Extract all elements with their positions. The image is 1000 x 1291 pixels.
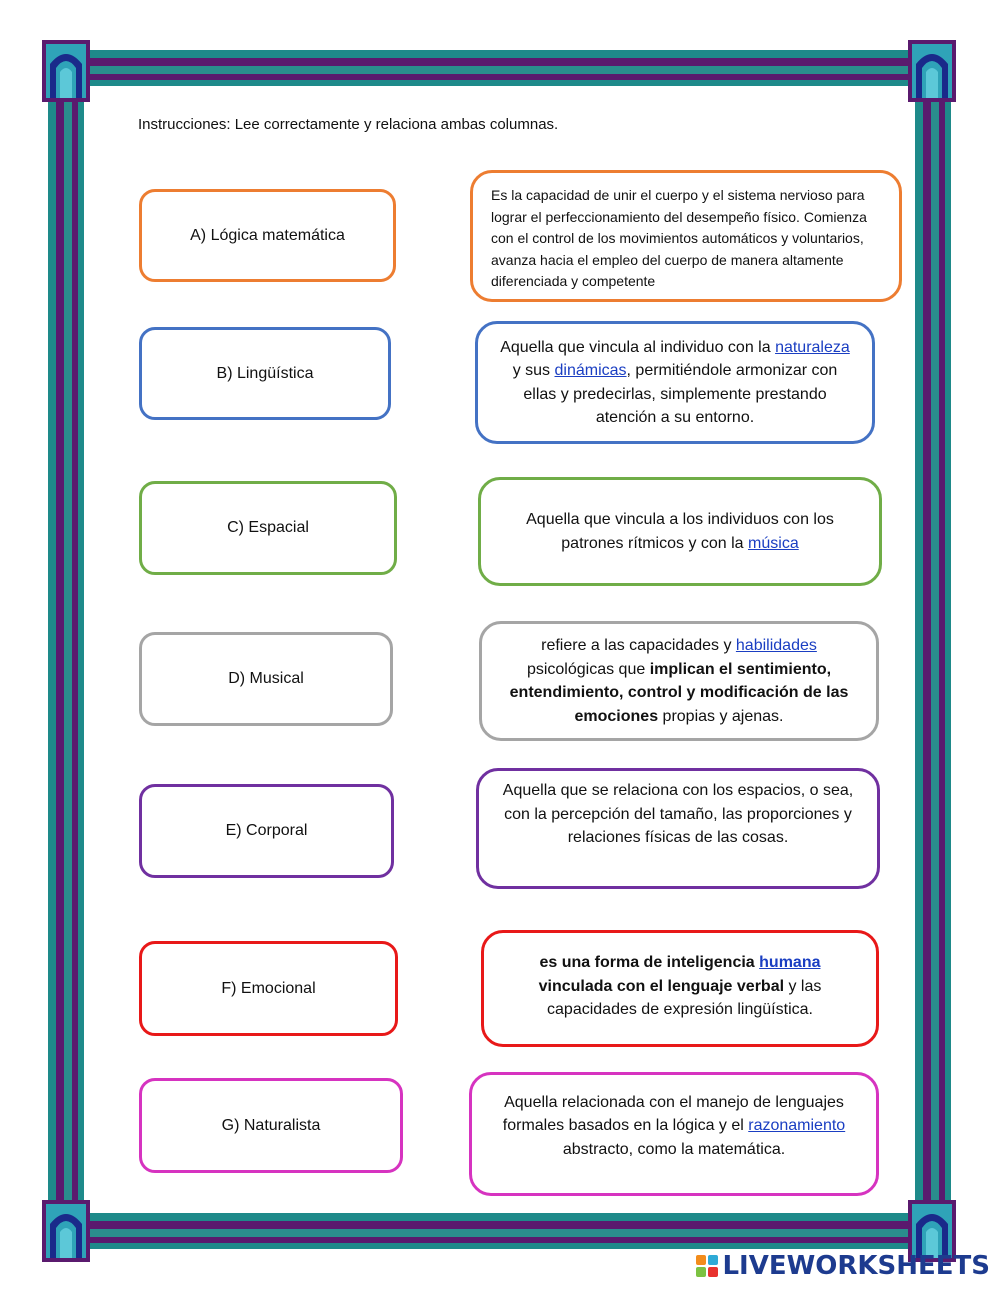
brand-name: LIVEWORKSHEETS: [722, 1251, 990, 1281]
bold-segment: vinculada con el lenguaje verbal: [538, 977, 785, 995]
frame-right-bar: [915, 60, 951, 1231]
right-item-5[interactable]: [476, 768, 880, 889]
right-item-6[interactable]: [481, 930, 879, 1047]
left-item-label: G) Naturalista: [221, 1116, 321, 1134]
left-item-b[interactable]: [139, 327, 391, 420]
link-naturaleza[interactable]: naturaleza: [775, 338, 850, 356]
text-segment: abstracto, como la matemática.: [562, 1140, 786, 1158]
text-segment: y las capacidades de expresión lingüística.: [547, 977, 822, 1019]
text-segment: Es la capacidad de unir el cuerpo y el sistema nervioso para lograr el perfeccionamiento del desempeño físico. Comienza con el control de los movimientos automáticos y voluntarios, avanza hacia el empleo del cuerpo de manera altamente diferenciada y competente: [491, 187, 867, 289]
brand-logo[interactable]: [696, 1251, 990, 1281]
liveworksheets-logo-icon: [696, 1255, 718, 1277]
text-segment: Aquella relacionada con el manejo de lenguajes formales basados en la lógica y el: [502, 1093, 844, 1135]
link-musica[interactable]: música: [748, 534, 799, 552]
frame-top-bar: [60, 50, 940, 86]
right-item-3[interactable]: [478, 477, 882, 586]
left-item-label: D) Musical: [228, 670, 304, 687]
left-item-label: A) Lógica matemática: [190, 226, 345, 244]
bold-segment: implican el sentimiento, entendimiento, control y modificación de las emociones: [509, 660, 849, 725]
right-item-text: [502, 951, 858, 1022]
right-item-1[interactable]: [470, 170, 902, 302]
link-habilidades[interactable]: habilidades: [735, 637, 817, 654]
right-item-4[interactable]: [479, 621, 879, 741]
right-item-text: [499, 508, 861, 555]
frame-bottom-bar: [60, 1213, 940, 1249]
left-item-label: F) Emocional: [221, 979, 316, 997]
left-item-e[interactable]: [139, 784, 394, 878]
left-item-f[interactable]: [139, 941, 398, 1036]
left-item-label: E) Corporal: [225, 822, 308, 839]
right-item-text: [490, 1091, 858, 1162]
left-item-label: B) Lingüística: [216, 364, 314, 382]
text-segment: Aquella que se relaciona con los espacios, o sea, con la percepción del tamaño, las proporciones y relaciones físicas de las cosas.: [502, 782, 854, 847]
text-segment: psicológicas que: [526, 660, 650, 678]
left-item-g[interactable]: [139, 1078, 403, 1173]
right-item-text: [491, 185, 881, 293]
right-item-2[interactable]: [475, 321, 875, 444]
link-dinamicas[interactable]: dinámicas: [554, 362, 627, 379]
text-segment: refiere a las capacidades y: [541, 637, 736, 654]
link-razonamiento[interactable]: razonamiento: [748, 1117, 846, 1135]
text-segment: Aquella que vincula al individuo con la: [500, 338, 776, 356]
text-segment: propias y ajenas.: [658, 707, 784, 725]
text-segment: y sus: [512, 362, 555, 379]
instructions-text: Instrucciones: Lee correctamente y relaciona ambas columnas.: [138, 116, 559, 133]
left-item-a[interactable]: [139, 189, 396, 282]
frame-corner-top-left-icon: [42, 40, 90, 102]
text-segment: , permitiéndole armonizar con ellas y predecirlas, simplemente prestando atención a su entorno.: [523, 362, 838, 426]
right-item-text: [496, 336, 854, 430]
frame-corner-top-right-icon: [908, 40, 956, 102]
left-item-d[interactable]: [139, 632, 393, 726]
frame-corner-bottom-left-icon: [42, 1200, 90, 1262]
bold-segment: es una forma de inteligencia: [539, 954, 760, 972]
frame-left-bar: [48, 60, 84, 1231]
right-item-7[interactable]: [469, 1072, 879, 1196]
right-item-text: [497, 779, 859, 850]
left-item-c[interactable]: [139, 481, 397, 575]
link-humana[interactable]: humana: [759, 954, 821, 972]
right-item-text: [500, 634, 858, 728]
text-segment: Aquella que vincula a los individuos con los patrones rítmicos y con la: [526, 511, 834, 552]
left-item-label: C) Espacial: [227, 519, 309, 536]
